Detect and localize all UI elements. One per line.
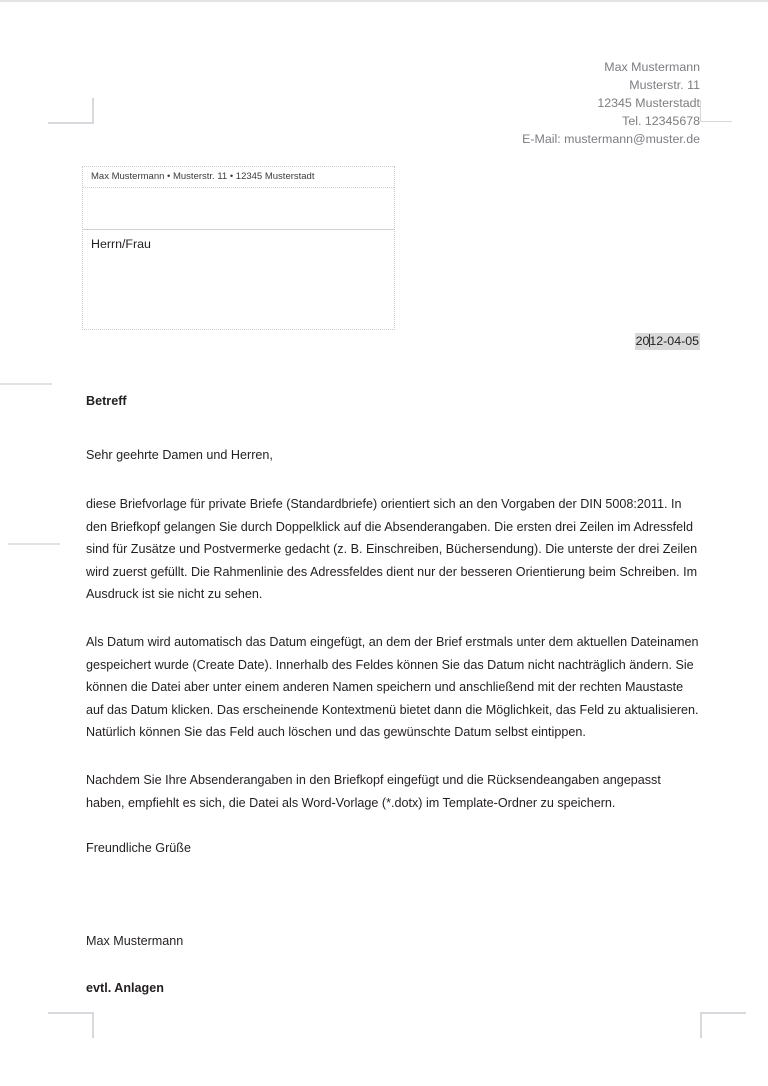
letterhead-frame-corner [700,100,732,122]
recipient-address-zone[interactable]: Herrn/Frau [91,237,151,251]
salutation-line[interactable]: Sehr geehrte Damen und Herren, [86,448,273,462]
body-paragraph-2[interactable]: Als Datum wird automatisch das Datum eingefügt, an dem der Brief erstmals unter dem aktuellen Dateinamen gespeichert wurde (Create Date). Innerhalb des Feldes können Sie das Datum nicht nachträglich ändern. Sie können die Datei aber unter einem anderen Namen speichern und anschließend mit der rechten Maustaste auf das Datum klicken. Das erscheinende Kontextmenü bietet dann die Möglichkeit, das Feld zu aktualisieren. Natürlich können Sie das Feld auch löschen und das gewünschte Datum selbst eintippen. [86,634,699,740]
sender-line-email: E-Mail: mustermann@muster.de [522,132,700,146]
enclosure-line[interactable]: evtl. Anlagen [86,981,164,996]
date-field-suffix: 12-04-05 [649,334,699,348]
crop-mark-top-left [68,98,94,124]
subject-line[interactable]: Betreff [86,394,127,408]
date-field-prefix: 20 [635,334,650,348]
body-paragraph-1[interactable]: diese Briefvorlage für private Briefe (Standardbriefe) orientiert sich an den Vorgaben der DIN 5008:2011. In den Briefkopf gelangen Sie durch Doppelklick auf die Absenderangaben. Die ersten drei Zeilen im Adressfeld sind für Zusätze und Postvermerke gedacht (z. B. Einschreiben, Büchersendung). Die unterste der drei Zeilen wird zuerst gefüllt. Die Rahmenlinie des Adressfeldes dient nur der besseren Orientierung beim Schreiben. Im Ausdruck ist sie nicht zu sehen. [86,497,698,602]
crop-mark-bottom-left [68,1012,94,1038]
address-field[interactable] [82,166,395,330]
body-paragraph-3[interactable]: Nachdem Sie Ihre Absenderangaben in den Briefkopf eingefügt und die Rücksendeangaben angepasst haben, empfiehlt es sich, die Datei als Word-Vorlage (*.dotx) im Template-Ordner zu speichern. [86,772,661,810]
fold-mark-lower [8,543,60,545]
crop-mark-bottom-right [700,1012,726,1038]
date-field[interactable] [635,333,700,350]
sender-line-street: Musterstr. 11 [629,78,700,92]
sender-letterhead-block[interactable] [522,58,700,148]
page-top-edge-rule [0,0,768,2]
letter-body [86,392,699,998]
sender-line-city: 12345 Musterstadt [597,96,700,110]
signature-name-line[interactable]: Max Mustermann [86,934,184,949]
postal-remarks-zone[interactable] [83,188,394,230]
closing-line[interactable]: Freundliche Grüße [86,841,191,856]
fold-mark-upper [0,383,52,385]
sender-line-name: Max Mustermann [604,60,700,74]
return-address-line[interactable]: Max Mustermann • Musterstr. 11 • 12345 Musterstadt [83,167,394,188]
sender-line-phone: Tel. 12345678 [622,114,700,128]
